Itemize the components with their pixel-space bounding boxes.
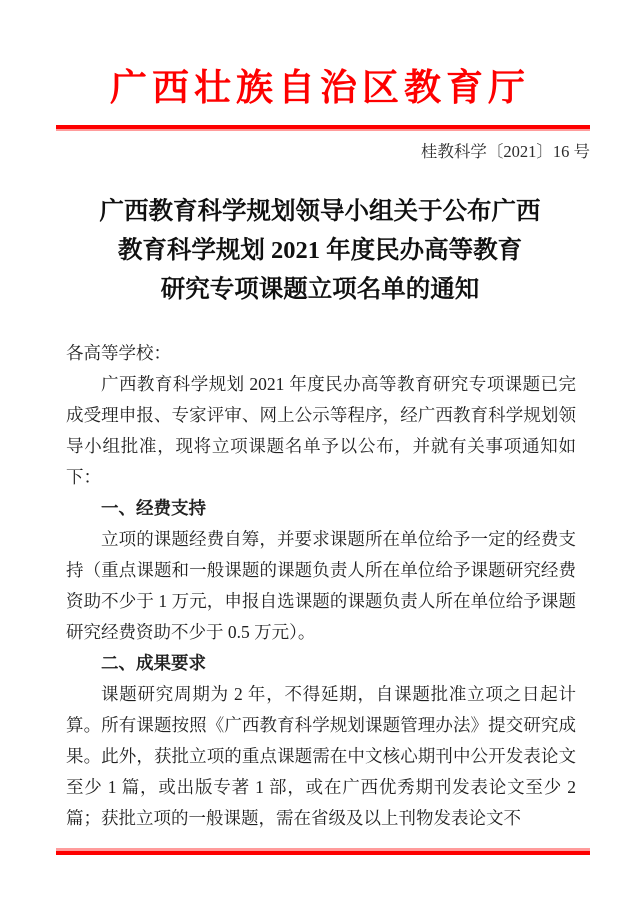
document-title-line-2: 教育科学规划 2021 年度民办高等教育: [117, 237, 523, 264]
intro-paragraph: 广西教育科学规划 2021 年度民办高等教育研究专项课题已完成受理申报、专家评审、网上公示等程序，经广西教育科学规划领导小组批准，现将立项课题名单予以公布，并就有关事项通知如下：: [66, 374, 576, 487]
section-2-paragraph: 课题研究周期为 2 年，不得延期，自课题批准立项之日起计算。所有课题按照《广西教育科学规划课题管理办法》提交研究成果。此外，获批立项的重点课题需在中文核心期刊中公开发表论文至少 1 篇，或出版专著 1 部，或在广西优秀期刊发表论文至少 2 篇；获批立项的一般课题，需在省级及以上刊物发表论文不: [66, 684, 576, 828]
section-1-heading: 一、经费支持: [101, 498, 206, 518]
salutation-line: 各高等学校：: [66, 343, 171, 363]
section-2-heading: 二、成果要求: [101, 653, 206, 673]
document-title-line-1: 广西教育科学规划领导小组关于公布广西: [99, 198, 541, 225]
document-title-line-3: 研究专项课题立项名单的通知: [160, 276, 480, 303]
document-title: [0, 192, 640, 309]
document-number: 桂教科学〔2021〕16 号: [420, 142, 590, 161]
section-1-paragraph: 立项的课题经费自筹，并要求课题所在单位给予一定的经费支持（重点课题和一般课题的课题负责人所在单位给予课题研究经费资助不少于 1 万元，申报自选课题的课题负责人所在单位给予课题研究经费资助不少于 0.5 万元）。: [66, 529, 576, 642]
document-body: [66, 338, 576, 834]
red-divider-top-thin-bar: [56, 129, 590, 131]
red-divider-bottom-thick-bar: [56, 851, 590, 855]
red-divider-bottom: [56, 848, 590, 855]
agency-header-title: 广西壮族自治区教育厅: [110, 68, 530, 109]
red-divider-top: [56, 125, 590, 131]
